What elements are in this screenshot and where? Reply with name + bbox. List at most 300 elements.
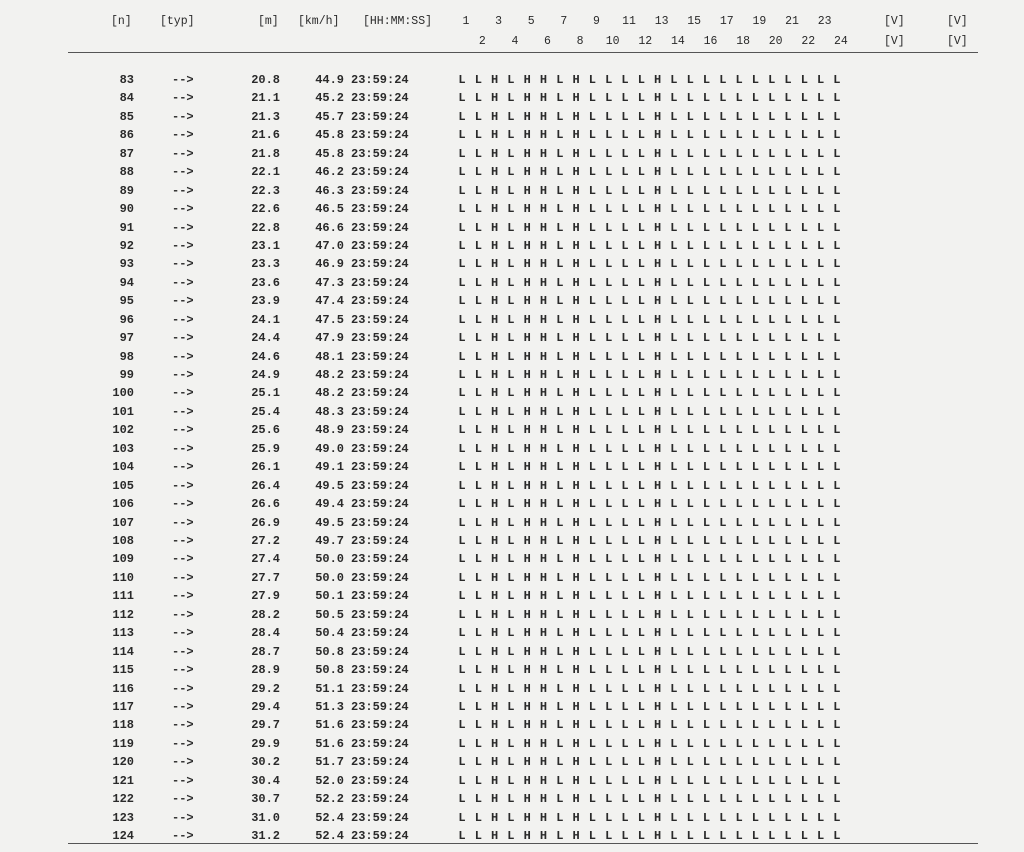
row-distance: 22.1 [251,165,280,180]
channel-state: L [816,128,825,143]
channel-state: L [621,644,629,659]
channel-state: L [637,534,645,548]
channel-state: L [670,331,678,346]
channel-state: L [605,386,613,401]
header-typ: [typ] [160,15,195,28]
channel-state: L [702,829,711,844]
channel-state: L [735,497,743,512]
channel-state: L [605,755,613,770]
channel-state: L [686,238,694,253]
channel-state: H [523,331,531,346]
channel-state: L [621,368,629,383]
channel-state: L [735,534,743,548]
channel-state: L [784,810,792,825]
channel-state: L [458,515,466,530]
channel-state: L [784,644,792,659]
channel-state: L [556,441,564,456]
channel-state: L [507,497,515,512]
channel-state: L [735,773,743,788]
channel-state: L [686,810,694,825]
channel-state: L [768,312,776,327]
channel-state: H [653,331,662,346]
channel-state: L [588,534,596,548]
channel-state: L [800,773,808,788]
channel-state: L [686,515,694,530]
row-speed: 46.9 [315,257,344,272]
channel-state: L [588,423,596,438]
channel-state: H [523,570,531,585]
channel-state: L [784,829,792,844]
channel-state: L [784,386,792,401]
row-type: --> [172,736,194,751]
row-speed: 51.3 [315,699,344,714]
channel-state: L [621,755,629,770]
channel-state: L [605,515,613,530]
channel-state: L [588,792,596,807]
channel-state: L [751,257,759,272]
channel-state: L [702,681,711,696]
channel-state: L [637,275,645,290]
channel-state: L [605,91,613,106]
channel-state: L [474,699,482,714]
channel-state: L [784,404,792,419]
channel-state: H [653,202,662,217]
row-speed: 50.4 [315,626,344,641]
channel-state: L [556,829,564,844]
channel-state: L [588,238,596,253]
channel-state: H [653,718,662,733]
row-speed: 50.8 [315,644,344,659]
row-type: --> [172,349,194,364]
channel-state: L [702,773,711,788]
channel-state: L [833,497,841,512]
channel-state: H [653,699,662,714]
channel-state: L [474,626,482,641]
channel-state: L [458,220,466,235]
channel-state: H [572,570,580,585]
channel-state: H [523,755,531,770]
table-row [0,697,1024,715]
channel-state: L [621,589,629,604]
channel-state: L [588,736,596,751]
channel-state: L [816,220,825,235]
channel-state: H [539,73,548,87]
channel-state: L [621,238,629,253]
row-speed: 50.5 [315,607,344,622]
channel-state: L [702,165,711,180]
channel-state: L [751,183,759,198]
channel-state: L [458,368,466,383]
channel-state: L [474,238,482,253]
row-speed: 46.6 [315,220,344,235]
channel-state: L [816,165,825,180]
channel-state: L [719,146,727,161]
channel-state: L [702,294,711,309]
channel-state: L [686,644,694,659]
row-speed: 44.9 [315,73,344,87]
channel-state: L [702,570,711,585]
channel-state: H [490,146,499,161]
channel-state: L [605,183,613,198]
channel-state: L [556,238,564,253]
channel-state: L [588,755,596,770]
channel-state: L [816,368,825,383]
row-time: 23:59:24 [351,423,409,438]
channel-state: L [556,386,564,401]
channel-state: L [458,607,466,622]
channel-state: L [833,792,841,807]
table-row [0,383,1024,401]
channel-state: L [800,312,808,327]
channel-state: L [637,699,645,714]
channel-state: L [605,460,613,475]
row-type: --> [172,515,194,530]
channel-state: H [653,238,662,253]
channel-state: L [670,773,678,788]
channel-state: L [800,238,808,253]
row-number: 106 [112,497,134,512]
channel-state: L [588,183,596,198]
channel-state: L [458,294,466,309]
row-number: 124 [112,829,134,844]
channel-state: L [458,570,466,585]
channel-state: L [621,773,629,788]
channel-state: L [751,626,759,641]
channel-state: L [474,294,482,309]
odd-channel-label: 7 [560,15,568,28]
row-speed: 50.0 [315,552,344,567]
channel-state: H [490,165,499,180]
odd-channel-label: 9 [592,15,600,28]
channel-state: L [784,331,792,346]
channel-state: H [523,736,531,751]
channel-state: L [670,534,678,548]
channel-state: L [588,810,596,825]
channel-state: L [670,349,678,364]
channel-state: L [474,736,482,751]
channel-state: L [735,515,743,530]
channel-state: H [523,534,531,548]
channel-state: H [653,404,662,419]
channel-state: L [784,699,792,714]
channel-state: L [751,552,759,567]
row-number: 116 [112,681,134,696]
channel-state: L [605,663,613,678]
channel-state: H [572,349,580,364]
row-number: 121 [112,773,134,788]
channel-state: L [670,146,678,161]
channel-state: L [621,423,629,438]
row-type: --> [172,294,194,309]
channel-state: H [653,220,662,235]
channel-state: L [751,423,759,438]
channel-state: L [556,165,564,180]
channel-state: L [621,183,629,198]
channel-state: L [735,202,743,217]
channel-state: L [833,441,841,456]
channel-state: L [784,349,792,364]
channel-state: L [621,220,629,235]
channel-state: L [702,644,711,659]
channel-state: H [653,552,662,567]
channel-state: L [621,736,629,751]
channel-state: L [507,128,515,143]
channel-state: L [735,294,743,309]
channel-state: L [816,810,825,825]
channel-state: L [637,238,645,253]
channel-state: L [751,109,759,124]
channel-state: L [751,681,759,696]
channel-state: L [605,607,613,622]
channel-state: L [507,570,515,585]
channel-state: L [621,91,629,106]
channel-state: L [702,589,711,604]
channel-state: L [637,773,645,788]
channel-state: H [572,257,580,272]
channel-state: L [507,220,515,235]
channel-state: L [784,552,792,567]
row-time: 23:59:24 [351,460,409,475]
row-time: 23:59:24 [351,644,409,659]
row-type: --> [172,534,194,548]
channel-state: L [735,238,743,253]
channel-state: L [686,312,694,327]
channel-state: L [800,183,808,198]
channel-state: L [833,368,841,383]
channel-state: L [670,73,678,87]
channel-state: H [572,275,580,290]
even-channel-label: 8 [576,35,584,48]
channel-state: H [572,589,580,604]
channel-state: L [719,534,727,548]
channel-state: L [507,478,515,493]
row-speed: 45.8 [315,146,344,161]
channel-state: L [784,460,792,475]
channel-state: L [556,755,564,770]
row-speed: 49.7 [315,534,344,548]
channel-state: L [588,515,596,530]
channel-state: L [458,699,466,714]
row-distance: 21.8 [251,146,280,161]
row-time: 23:59:24 [351,792,409,807]
channel-state: L [768,91,776,106]
row-time: 23:59:24 [351,257,409,272]
channel-state: L [816,552,825,567]
row-speed: 45.8 [315,128,344,143]
channel-state: L [605,238,613,253]
channel-state: H [490,755,499,770]
channel-state: H [490,404,499,419]
channel-state: L [458,755,466,770]
channel-state: L [702,404,711,419]
channel-state: L [784,792,792,807]
channel-state: L [637,607,645,622]
channel-state: H [572,736,580,751]
channel-state: H [653,570,662,585]
channel-state: L [507,460,515,475]
channel-state: H [523,294,531,309]
channel-state: L [735,810,743,825]
channel-state: L [588,368,596,383]
channel-state: L [800,497,808,512]
row-number: 100 [112,386,134,401]
table-row [0,273,1024,291]
channel-state: L [800,109,808,124]
channel-state: L [768,275,776,290]
channel-state: L [637,681,645,696]
channel-state: L [800,128,808,143]
row-type: --> [172,368,194,383]
channel-state: H [490,607,499,622]
row-distance: 22.3 [251,183,280,198]
row-time: 23:59:24 [351,663,409,678]
channel-state: L [800,165,808,180]
row-number: 87 [119,146,134,161]
channel-state: L [784,773,792,788]
channel-state: H [572,91,580,106]
channel-state: L [474,128,482,143]
channel-state: L [784,718,792,733]
channel-state: L [621,810,629,825]
channel-state: H [572,368,580,383]
channel-state: L [735,73,743,87]
channel-state: L [686,441,694,456]
channel-state: H [490,238,499,253]
channel-state: H [539,423,548,438]
channel-state: H [653,294,662,309]
channel-state: L [784,681,792,696]
channel-state: H [523,829,531,844]
channel-state: L [800,552,808,567]
row-speed: 50.0 [315,570,344,585]
table-row [0,586,1024,604]
channel-state: L [637,202,645,217]
channel-state: L [800,589,808,604]
channel-state: L [702,534,711,548]
channel-state: L [605,423,613,438]
channel-state: H [653,644,662,659]
channel-state: L [800,460,808,475]
row-time: 23:59:24 [351,312,409,327]
channel-state: L [768,515,776,530]
channel-state: L [474,792,482,807]
row-type: --> [172,829,194,844]
channel-state: H [572,220,580,235]
channel-state: H [539,220,548,235]
channel-state: L [556,681,564,696]
row-time: 23:59:24 [351,718,409,733]
even-channel-label: 6 [544,35,551,48]
channel-state: L [702,73,711,87]
channel-state: H [539,146,548,161]
channel-state: L [751,589,759,604]
channel-state: L [556,792,564,807]
channel-state: H [523,792,531,807]
channel-state: L [474,220,482,235]
row-distance: 28.9 [251,663,280,678]
channel-state: L [637,257,645,272]
channel-state: L [702,257,711,272]
channel-state: H [523,810,531,825]
channel-state: H [653,386,662,401]
channel-state: L [686,534,694,548]
channel-state: H [653,128,662,143]
row-number: 98 [119,349,134,364]
row-distance: 27.9 [251,589,280,604]
footer-divider [68,843,978,844]
channel-state: L [507,681,515,696]
row-distance: 31.2 [251,829,280,844]
row-number: 115 [112,663,134,678]
channel-state: L [800,294,808,309]
table-row [0,70,1024,88]
channel-state: L [702,128,711,143]
channel-state: H [490,810,499,825]
channel-state: L [670,792,678,807]
channel-state: L [670,810,678,825]
channel-state: H [490,109,499,124]
channel-state: L [768,183,776,198]
channel-state: L [458,128,466,143]
row-time: 23:59:24 [351,607,409,622]
channel-state: L [637,146,645,161]
odd-channel-label: 11 [622,15,636,28]
table-row [0,715,1024,733]
channel-state: L [686,681,694,696]
channel-state: L [507,275,515,290]
row-distance: 24.1 [251,312,280,327]
channel-state: L [784,570,792,585]
channel-state: H [572,312,580,327]
channel-state: H [572,829,580,844]
row-number: 123 [112,810,134,825]
channel-state: L [670,91,678,106]
row-speed: 49.0 [315,441,344,456]
channel-state: L [816,736,825,751]
channel-state: H [539,460,548,475]
channel-state: L [800,349,808,364]
channel-state: H [539,626,548,641]
row-type: --> [172,644,194,659]
channel-state: L [735,699,743,714]
channel-state: L [588,681,596,696]
row-time: 23:59:24 [351,146,409,161]
channel-state: L [702,460,711,475]
channel-state: L [458,792,466,807]
channel-state: L [605,294,613,309]
channel-state: H [572,681,580,696]
row-time: 23:59:24 [351,349,409,364]
channel-state: L [507,165,515,180]
channel-state: L [719,460,727,475]
channel-state: L [702,183,711,198]
channel-state: H [653,91,662,106]
channel-state: L [784,183,792,198]
row-type: --> [172,663,194,678]
channel-state: L [621,626,629,641]
header-m: [m] [258,15,279,28]
channel-state: L [816,91,825,106]
channel-state: H [539,552,548,567]
row-type: --> [172,478,194,493]
channel-state: H [523,423,531,438]
channel-state: L [751,386,759,401]
channel-state: L [702,478,711,493]
channel-state: L [588,699,596,714]
channel-state: H [572,792,580,807]
row-number: 119 [112,736,134,751]
channel-state: L [735,644,743,659]
